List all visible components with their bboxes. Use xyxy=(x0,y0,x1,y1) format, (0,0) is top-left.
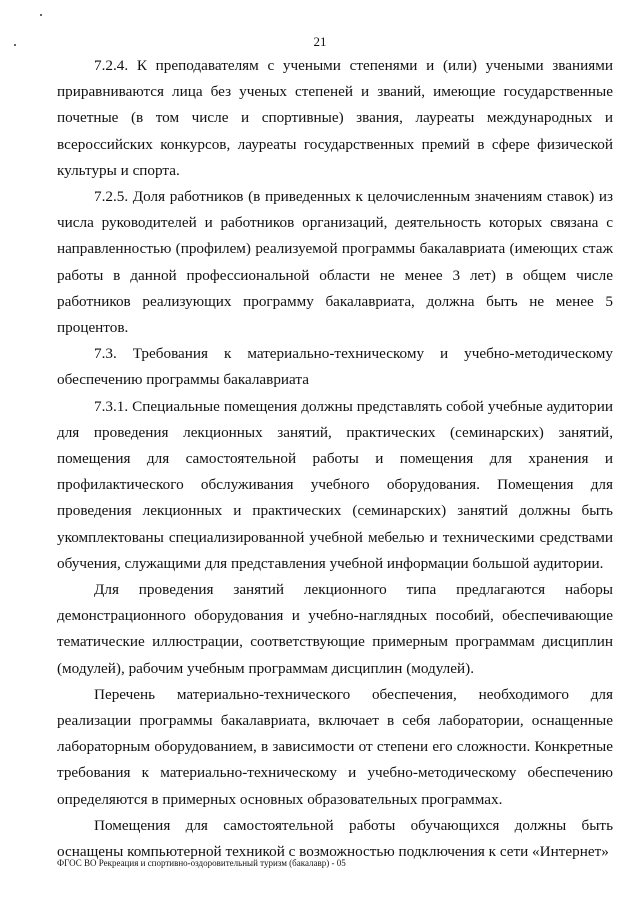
paragraph-self-study-rooms: Помещения для самостоятельной работы обучающихся должны быть оснащены компьютерной техникой с возможностью подключения к сети «Интернет» xyxy=(57,816,613,861)
paragraph-material-support: Перечень материально-технического обеспечения, необходимого для реализации программы бакалавриата, включает в себя лаборатории, оснащенные лабораторным оборудованием, в зависимости от степени его сложности. Конкретные требования к материально-техническому и учебно-методическому обеспечению определяются в примерных основных образовательных программах. xyxy=(57,685,613,808)
page-number: 21 xyxy=(313,34,327,49)
footer-document-code: ФГОС ВО Рекреация и спортивно-оздоровительный туризм (бакалавр) - 05 xyxy=(57,858,346,868)
document-body xyxy=(57,53,613,865)
paragraph-7-3-1: 7.3.1. Специальные помещения должны представлять собой учебные аудитории для проведения лекционных занятий, практических (семинарских) занятий, помещения для самостоятельной работы и помещения для хранения и профилактического обслуживания учебного оборудования. Помещения для проведения лекционных и практических (семинарских) занятий должны быть укомплектованы специализированной учебной мебелью и техническими средствами обучения, служащими для представления учебной информации большой аудитории. xyxy=(57,397,613,572)
scan-speck xyxy=(40,14,42,16)
section-heading-7-3: 7.3. Требования к материально-техническому и учебно-методическому обеспечению программы бакалавриата xyxy=(57,345,613,389)
paragraph-7-2-5: 7.2.5. Доля работников (в приведенных к целочисленным значениям ставок) из числа руководителей и работников организаций, деятельность которых связана с направленностью (профилем) реализуемой программы бакалавриата (имеющих стаж работы в данной профессиональной области не менее 3 лет) в общем числе работников реализующих программу бакалавриата, должна быть не менее 5 процентов. xyxy=(57,188,613,337)
paragraph-7-2-4: 7.2.4. К преподавателям с учеными степенями и (или) учеными званиями приравниваются лица без ученых степеней и званий, имеющие государственные почетные (в том числе и спортивные) звания, лауреаты международных и всероссийских конкурсов, лауреаты государственных премий в сфере физической культуры и спорта. xyxy=(57,57,613,179)
scan-speck xyxy=(14,44,16,46)
paragraph-lecture-equipment: Для проведения занятий лекционного типа предлагаются наборы демонстрационного оборудования и учебно-наглядных пособий, обеспечивающие тематические иллюстрации, соответствующие примерным программам дисциплин (модулей), рабочим учебным программам дисциплин (модулей). xyxy=(57,581,613,677)
